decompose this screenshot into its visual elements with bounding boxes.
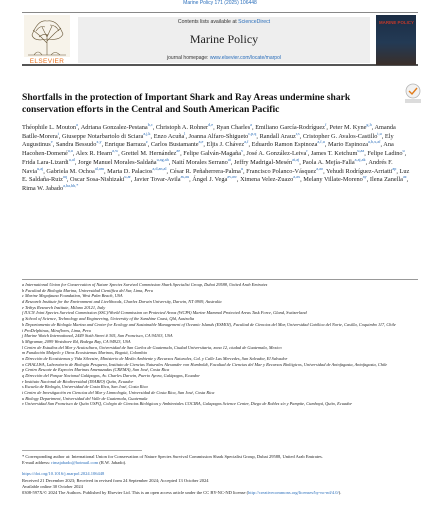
author-affiliation-marker[interactable]: az <box>402 174 407 180</box>
email-suffix: (R.W. Jabado). <box>98 460 127 466</box>
license-link[interactable]: http://creativecommons.org/licenses/by-nc-nd/4.0/ <box>248 490 339 496</box>
author-entry[interactable] <box>326 165 397 175</box>
author-affiliation-marker[interactable]: u,ar <box>124 174 131 180</box>
elsevier-tree-icon <box>24 15 70 57</box>
author-name: Oscar Sosa-Nishizaki <box>70 176 125 184</box>
affiliation-item: g School of Science, Technology and Engineering, University of the Sunshine Coast, Qld, Australia <box>22 316 195 322</box>
homepage-prefix: journal homepage: <box>167 55 210 61</box>
author-name: Felipe Galván-Magaña <box>183 150 242 158</box>
author-affiliation-marker[interactable]: a <box>250 121 253 127</box>
author-name: Luz E. Saldaña-Ruiz <box>22 167 410 184</box>
author-name: Randall Arauz <box>259 132 296 140</box>
author-affiliation-marker[interactable]: r,s <box>295 130 300 136</box>
author-affiliation-marker[interactable]: x,y <box>96 139 102 145</box>
article-title: Shortfalls in the protection of Important Shark and Ray Areas undermine shark conservation efforts in the Central and South American Pacific <box>22 92 351 115</box>
author-entry[interactable] <box>56 141 102 148</box>
author-name: José A. González-Leiva <box>246 150 307 158</box>
check-for-updates-icon <box>402 82 424 104</box>
author-name: Ximena Velez-Zuazo <box>240 176 294 184</box>
author-affiliation-marker[interactable]: r <box>306 148 308 154</box>
author-affiliation-marker[interactable]: a,w <box>112 148 119 154</box>
author-list: Théophile L. Mouton$^a$, Adriana Gonzalez-Pestana$^{b,c}$, Christoph A. Rohner$^{d,e}$, Ryan Charles$^a$, Emiliano García-Rodríguez$^f$, Peter M. Kyne$^{g,h}$, Amanda Batlle-Morera$^i$, Giuseppe Notarbartolo di Sciara$^{a,j,k}$, Enzo Acuña$^l$, Joanna Alfaro-Shigueto$^{c,p,q}$, Randall Arauz$^{r,s}$, Cristopher G. Avalos-Castillo$^{t,u}$, Ely Augustinus$^v$, Sandra Bessudo$^{x,y}$, Enrique Barraza$^z$, Carlos Bustamante$^{a,e}$, Eljis J. Chávez$^{a,f}$, Eduardo Ramon Espinoza$^{a,f,u}$, Mario Espinoza$^{a,b,x,af}$, Ana Hacohen-Domené$^{a,u}$, Alex R. Hearn$^{a,w}$, Grettel M. Hernández$^{ae}$, Felipe Galván-Magaña$^v$, José A. González-Leiva$^r$, James T. Ketchum$^{u,aa}$, Felipe Ladino$^u$, Frida Lara-Lizardi$^{u,al}$, Jorge Manuel Morales-Saldaña$^{u,ag,ah}$, Naití Morales Serrano$^{ai}$, Jeffry Madrigal-Mesén$^{ai,aj}$, Paola A. Mejía-Falla$^{a,aj,ak}$, Andrés F. Navia$^{u,aj}$, Gabriela M. Ochoa$^{al,am}$, Marta D. Palacios$^{a,d,an,al}$, César R. Peñaherrera-Palma$^u$, Francisco Polanco-Vásquez$^{a,ao}$, Yehudi Rodríguez-Arriatti$^{ap}$, Luz E. Saldaña-Ruiz$^{aq}$, Oscar Sosa-Nishizaki$^{u,ar}$, Javier Tovar-Avila$^{as,au}$, Ángel J. Vega$^{av,aw}$, Ximena Velez-Zuazo$^{a,ax}$, Melany Villate-Moreno$^{ay}$, Ilena Zanella$^{az}$, Rima W. Jabado$^{a,ba,bb,*}$ <box>22 121 410 192</box>
author-entry[interactable] <box>246 165 324 175</box>
footnotes <box>22 454 418 496</box>
author-affiliation-marker[interactable]: g,h <box>366 121 372 127</box>
author-affiliation-marker[interactable]: aq <box>62 174 67 180</box>
author-entry[interactable] <box>252 141 325 148</box>
license-suffix: ). <box>338 490 342 496</box>
author-affiliation-marker[interactable]: a,j,k <box>143 130 151 136</box>
email-prefix: E-mail address: <box>22 460 52 466</box>
author-affiliation-marker[interactable]: ae <box>176 148 181 154</box>
journal-citation: Marine Policy 171 (2025) 106448 <box>183 0 257 6</box>
author-affiliation-marker[interactable]: av,aw <box>227 174 237 180</box>
author-affiliation-marker[interactable]: a,e <box>198 139 204 145</box>
affiliation-item: l Centro de Estudios del Mar y Acuicultura, Universidad de San Carlos de Guatemala, Ciudad Universitaria, zona 12, ciudad de Guatemala, Mexico <box>22 344 282 350</box>
author-entry[interactable] <box>171 156 231 166</box>
author-affiliation-marker[interactable]: u,al <box>68 156 75 162</box>
author-entry[interactable] <box>259 130 300 140</box>
author-affiliation-marker[interactable]: a,ax <box>293 174 301 180</box>
author-name: Francisco Polanco-Vásquez <box>246 167 317 175</box>
email-link[interactable]: rimajabado@hotmail.com <box>51 460 99 466</box>
corresponding-author-note: * Corresponding author at: International Union for Conservation of Nature Species Survival Commission Shark Specialist Group, Dubai 29588, United Arab Emirates. <box>22 454 323 459</box>
author-entry[interactable] <box>22 156 75 166</box>
author-name: Naití Morales Serrano <box>171 158 228 166</box>
affiliation-item: c Marine Megafauna Foundation, West Palm Beach, USA <box>22 293 123 299</box>
author-affiliation-marker[interactable]: i <box>57 130 59 136</box>
author-affiliation-marker[interactable]: a,b,x,af <box>368 139 381 145</box>
affiliation-item: j Marine Watch International, 2449 Sixth Street # 305, San Francisco, CA 94103, USA <box>22 333 173 339</box>
author-entry[interactable] <box>192 176 237 183</box>
affiliation-list <box>22 282 418 407</box>
author-name: Paola A. Mejía-Falla <box>302 158 355 166</box>
doi-link[interactable]: https://doi.org/10.1016/j.marpol.2024.106448 <box>22 471 105 477</box>
journal-header <box>22 12 418 66</box>
author-name: Javier Tovar-Avila <box>133 176 181 184</box>
affiliation-item: h Departamento de Biología Marina and Center for Ecology and Sustainable Management of Oceanic Islands (ESMOI), Facultad de Ciencias del Mar, Universidad Católica del Norte, Casilla, Coquimbo 117, Chile <box>22 321 396 327</box>
author-affiliation-marker[interactable]: a,ao <box>316 165 324 171</box>
received-dates: Received 21 December 2023; Received in revised form 24 September 2024; Accepted 13 October 2024 <box>22 477 209 483</box>
footnote-divider <box>22 450 142 451</box>
author-affiliation-marker[interactable]: ai,aj <box>292 156 300 162</box>
author-name: Jorge Manuel Morales-Saldaña <box>78 158 157 166</box>
sciencedirect-link[interactable]: ScienceDirect <box>238 19 271 25</box>
author-name: Cristopher G. Avalos-Castillo <box>302 132 378 140</box>
author-entry[interactable] <box>370 176 407 183</box>
author-entry[interactable] <box>62 130 151 140</box>
author-affiliation-marker[interactable]: v <box>241 148 244 154</box>
author-entry[interactable] <box>134 176 189 183</box>
journal-info-box <box>78 17 370 63</box>
cover-title: MARINE POLICY <box>379 20 414 25</box>
author-name: Sandra Bessudo <box>55 141 97 149</box>
author-affiliation-marker[interactable]: v <box>50 139 53 145</box>
author-name: Ryan Charles <box>216 124 251 131</box>
author-name: Alex R. Hearn <box>75 150 113 158</box>
author-name: Marta D. Palacios <box>107 167 153 175</box>
author-name: Giuseppe Notarbartolo di Sciara <box>62 132 144 140</box>
author-entry[interactable] <box>76 150 118 157</box>
author-name: Ana Hacohen-Domené <box>22 141 394 158</box>
author-name: Mario Espinoza <box>327 141 369 149</box>
author-entry[interactable] <box>302 156 366 166</box>
affiliation-item: o CHALLWA, Laboratorio de Biología Pesquera, Instituto de Ciencias Naturales Alexander von Humboldt, Facultad de Ciencias del Mar y Recursos Biológicos, Universidad de Antofagasta, Antofagasta, Chile <box>22 361 388 367</box>
author-name: Amanda Batlle-Morera <box>22 124 396 140</box>
author-name: Enrique Barraza <box>104 141 146 149</box>
author-entry[interactable] <box>183 150 243 157</box>
author-entry[interactable] <box>328 141 381 148</box>
author-name: Melany Villate-Moreno <box>303 176 363 184</box>
author-name: Grettel M. Hernández <box>121 150 177 158</box>
author-affiliation-marker[interactable]: a <box>76 121 78 127</box>
contents-prefix: Contents lists available at <box>177 19 239 25</box>
author-entry[interactable] <box>216 121 253 131</box>
email-line <box>22 460 418 466</box>
author-affiliation-marker[interactable]: a,d,an,al <box>152 165 167 171</box>
author-name: Eljis J. Chávez <box>206 141 245 149</box>
author-entry[interactable] <box>46 165 104 175</box>
author-affiliation-marker[interactable]: c,p,q <box>248 130 257 136</box>
author-name: Eduardo Ramon Espinoza <box>251 141 318 149</box>
author-entry[interactable] <box>329 121 372 131</box>
author-entry[interactable] <box>70 176 131 183</box>
affiliation-item: k Migramar, 2099 Westshore Rd, Bodega Bay, CA 94923, USA <box>22 338 131 344</box>
journal-homepage-link[interactable]: www.elsevier.com/locate/marpol <box>209 55 281 61</box>
author-entry[interactable] <box>234 156 300 166</box>
license-statement <box>22 490 418 496</box>
journal-title: Marine Policy <box>189 32 259 46</box>
affiliation-item: u Biology Department, Universidad del Valle de Guatemala, Guatemala <box>22 395 148 401</box>
author-affiliation-marker[interactable]: z <box>145 139 148 145</box>
author-affiliation-marker[interactable]: f <box>324 121 327 127</box>
author-affiliation-marker[interactable]: al,am <box>94 165 104 171</box>
journal-cover-thumbnail[interactable] <box>376 15 416 65</box>
author-affiliation-marker[interactable]: ay <box>362 174 367 180</box>
contents-line <box>78 19 370 25</box>
author-name: Emiliano García-Rodríguez <box>255 124 325 131</box>
author-entry[interactable] <box>121 150 180 157</box>
author-name: Rima W. Jabado <box>22 184 64 192</box>
author-entry[interactable] <box>22 121 78 131</box>
homepage-line <box>78 55 370 61</box>
author-affiliation-marker[interactable]: ap <box>392 165 397 171</box>
author-name: Théophile L. Mouton <box>22 124 77 131</box>
author-affiliation-marker[interactable]: u <box>402 148 405 154</box>
author-entry[interactable] <box>80 121 153 131</box>
author-name: Frida Lara-Lizardi <box>22 158 69 166</box>
author-affiliation-marker[interactable]: d,e <box>208 121 214 127</box>
author-entry[interactable] <box>303 176 366 183</box>
publisher-name: ELSEVIER <box>29 58 65 65</box>
author-name: Felipe Ladino <box>367 150 403 158</box>
affiliation-item: e Tethys Research Institute, Milano 20121, Italy <box>22 304 106 310</box>
author-affiliation-marker[interactable]: a,f <box>244 139 249 145</box>
author-name: Ilena Zanella <box>369 176 403 184</box>
affiliation-item: f IUCN Joint Species Survival Commission (SSC)/World Commission on Protected Areas (WCPA) Marine Mammal Protected Areas Task Force, Gland, Switzerland <box>22 310 307 316</box>
affiliation-item: v Universidad San Francisco de Quito USFQ, Colegio de Ciencias Biológicas y Ambientales COCIBA, Galapagos Science Center, Diego de Robles s/n y Pampite, Cumbayá, Quito, Ecuador <box>22 401 353 407</box>
author-entry[interactable] <box>240 176 300 183</box>
author-name: Ely Augustinus <box>22 132 394 149</box>
author-entry[interactable] <box>255 121 327 131</box>
author-affiliation-marker[interactable]: b,c <box>147 121 153 127</box>
author-name: Joanna Alfaro-Shigueto <box>188 132 249 140</box>
affiliation-item: q Dirección del Parque Nacional Galápagos, Av. Charles Darwin, Puerto Ayora, Galápagos, Ecuador <box>22 373 200 378</box>
available-online-date: Available online 30 October 2024 <box>22 483 83 489</box>
author-affiliation-marker[interactable]: a,aj,ak <box>354 156 366 162</box>
author-name: Andrés F. Navia <box>22 158 393 175</box>
author-affiliation-marker[interactable]: l <box>184 130 186 136</box>
author-entry[interactable] <box>367 150 404 157</box>
author-affiliation-marker[interactable]: u,ag,ah <box>156 156 169 162</box>
author-affiliation-marker[interactable]: a,f,u <box>317 139 325 145</box>
check-for-updates-button[interactable] <box>402 82 424 104</box>
author-name: Ángel J. Vega <box>192 176 228 184</box>
elsevier-logo <box>24 15 70 65</box>
affiliations-divider <box>22 279 418 280</box>
license-prefix: 0308-597X/© 2024 The Authors. Published by Elsevier Ltd. This is an open access article under the CC BY-NC-ND license ( <box>22 490 249 496</box>
author-affiliation-marker[interactable]: u <box>240 165 243 171</box>
affiliation-item: r Instituto Nacional de Biodiversidad (INABIO) Quito, Ecuador <box>22 378 134 384</box>
author-name: Carlos Bustamante <box>150 141 199 149</box>
author-entry[interactable] <box>22 182 79 192</box>
author-name: Adriana Gonzalez-Pestana <box>80 124 148 131</box>
author-affiliation-marker[interactable]: u,aj <box>37 165 44 171</box>
affiliation-item: b Facultad de Biología Marina, Universidad Científica del Sur, Lima, Peru <box>22 287 153 293</box>
affiliation-item: m Fundación Malpelo y Otros Ecosistemas Marinos, Bogotá, Colombia <box>22 350 147 356</box>
author-name: Jeffry Madrigal-Mesén <box>234 158 293 166</box>
author-name: Peter M. Kyne <box>329 124 367 131</box>
author-entry[interactable] <box>153 130 186 140</box>
author-name: James T. Ketchum <box>310 150 358 158</box>
author-name: Yehudi Rodríguez-Arriatti <box>326 167 393 175</box>
author-affiliation-marker[interactable]: a,u <box>67 148 73 154</box>
author-affiliation-marker[interactable]: u,aa <box>357 148 365 154</box>
author-affiliation-marker[interactable]: t,u <box>377 130 382 136</box>
author-name: Christoph A. Rohner <box>155 124 209 131</box>
affiliation-item: s Escuela de Biología, Universidad de Costa Rica, San José, Costa Rica <box>22 384 148 390</box>
affiliation-item: t Centro de Investigación en Ciencias del Mar y Limnología, Universidad de Costa Rica, San José, Costa Rica <box>22 390 215 396</box>
affiliation-item: n Dirección de Ecosistemas y Vida Silvestre, Ministerio de Medio Ambiente y Recursos Naturales, Cal. y Calle Las Mercedes, San Salvador, El Salvador <box>22 355 288 361</box>
author-entry[interactable] <box>107 165 167 175</box>
affiliation-item: d Research Institute for the Environment and Livelihoods, Charles Darwin University, Darwin, NT 0909, Australia <box>22 299 222 305</box>
affiliation-item: a International Union for Conservation of Nature Species Survival Commission Shark Specialist Group, Dubai 29588, United Arab Emirates <box>22 282 268 287</box>
author-name: Gabriela M. Ochoa <box>46 167 95 175</box>
author-name: César R. Peñaherrera-Palma <box>169 167 241 175</box>
author-affiliation-marker[interactable]: ai <box>227 156 231 162</box>
author-affiliation-marker[interactable]: a,ba,bb,* <box>63 182 79 188</box>
author-affiliation-marker[interactable]: as,au <box>180 174 190 180</box>
affiliation-item: p Centro Rescate de Especies Marinas Amenazadas (CREMA), San José, Costa Rica <box>22 367 170 373</box>
affiliation-item: i ProDelphinus, Miraflores, Lima, Peru <box>22 327 91 333</box>
author-name: Enzo Acuña <box>153 132 185 140</box>
